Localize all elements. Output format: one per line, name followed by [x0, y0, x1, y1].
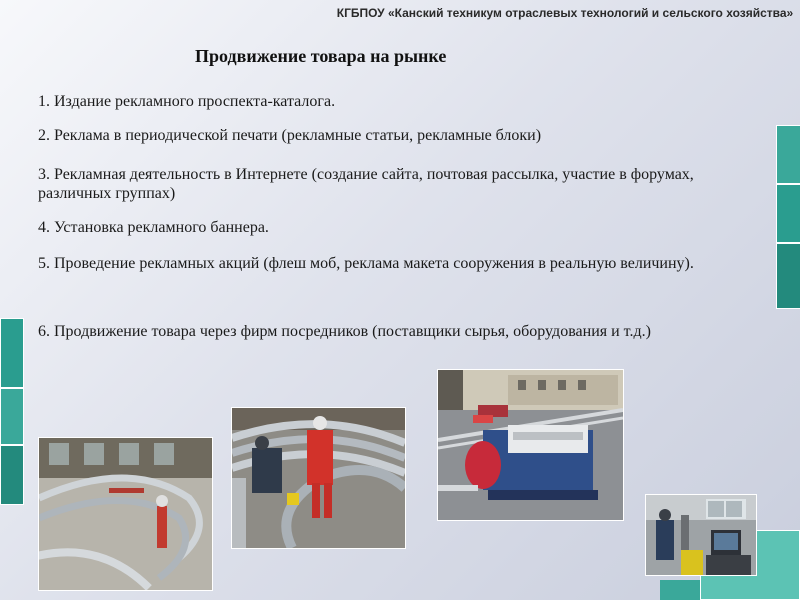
list-item-4: 4. Установка рекламного баннера.	[38, 219, 269, 236]
list-item-3: 3. Рекламная деятельность в Интернете (создание сайта, почтовая рассылка, участие в форумах, различных группах)	[38, 166, 694, 202]
machine-operator-photo	[645, 494, 757, 576]
workshop-curved-frames-photo	[38, 437, 213, 591]
list-item-6: 6. Продвижение товара через фирм посредников (поставщики сырья, оборудования и т.д.)	[38, 323, 651, 340]
slide-title: Продвижение товара на рынке	[195, 46, 447, 66]
welding-curved-beams-photo	[231, 407, 406, 549]
list-item-1: 1. Издание рекламного проспекта-каталога.	[38, 93, 336, 110]
yard-machine-photo	[437, 369, 624, 521]
list-item-2: 2. Реклама в периодической печати (рекламные статьи, рекламные блоки)	[38, 127, 542, 144]
organization-name: КГБПОУ «Канский техникум отраслевых технологий и сельского хозяйства»	[336, 6, 794, 20]
list-item-5: 5. Проведение рекламных акций (флеш моб, реклама макета сооружения в реальную величину).	[38, 255, 694, 272]
